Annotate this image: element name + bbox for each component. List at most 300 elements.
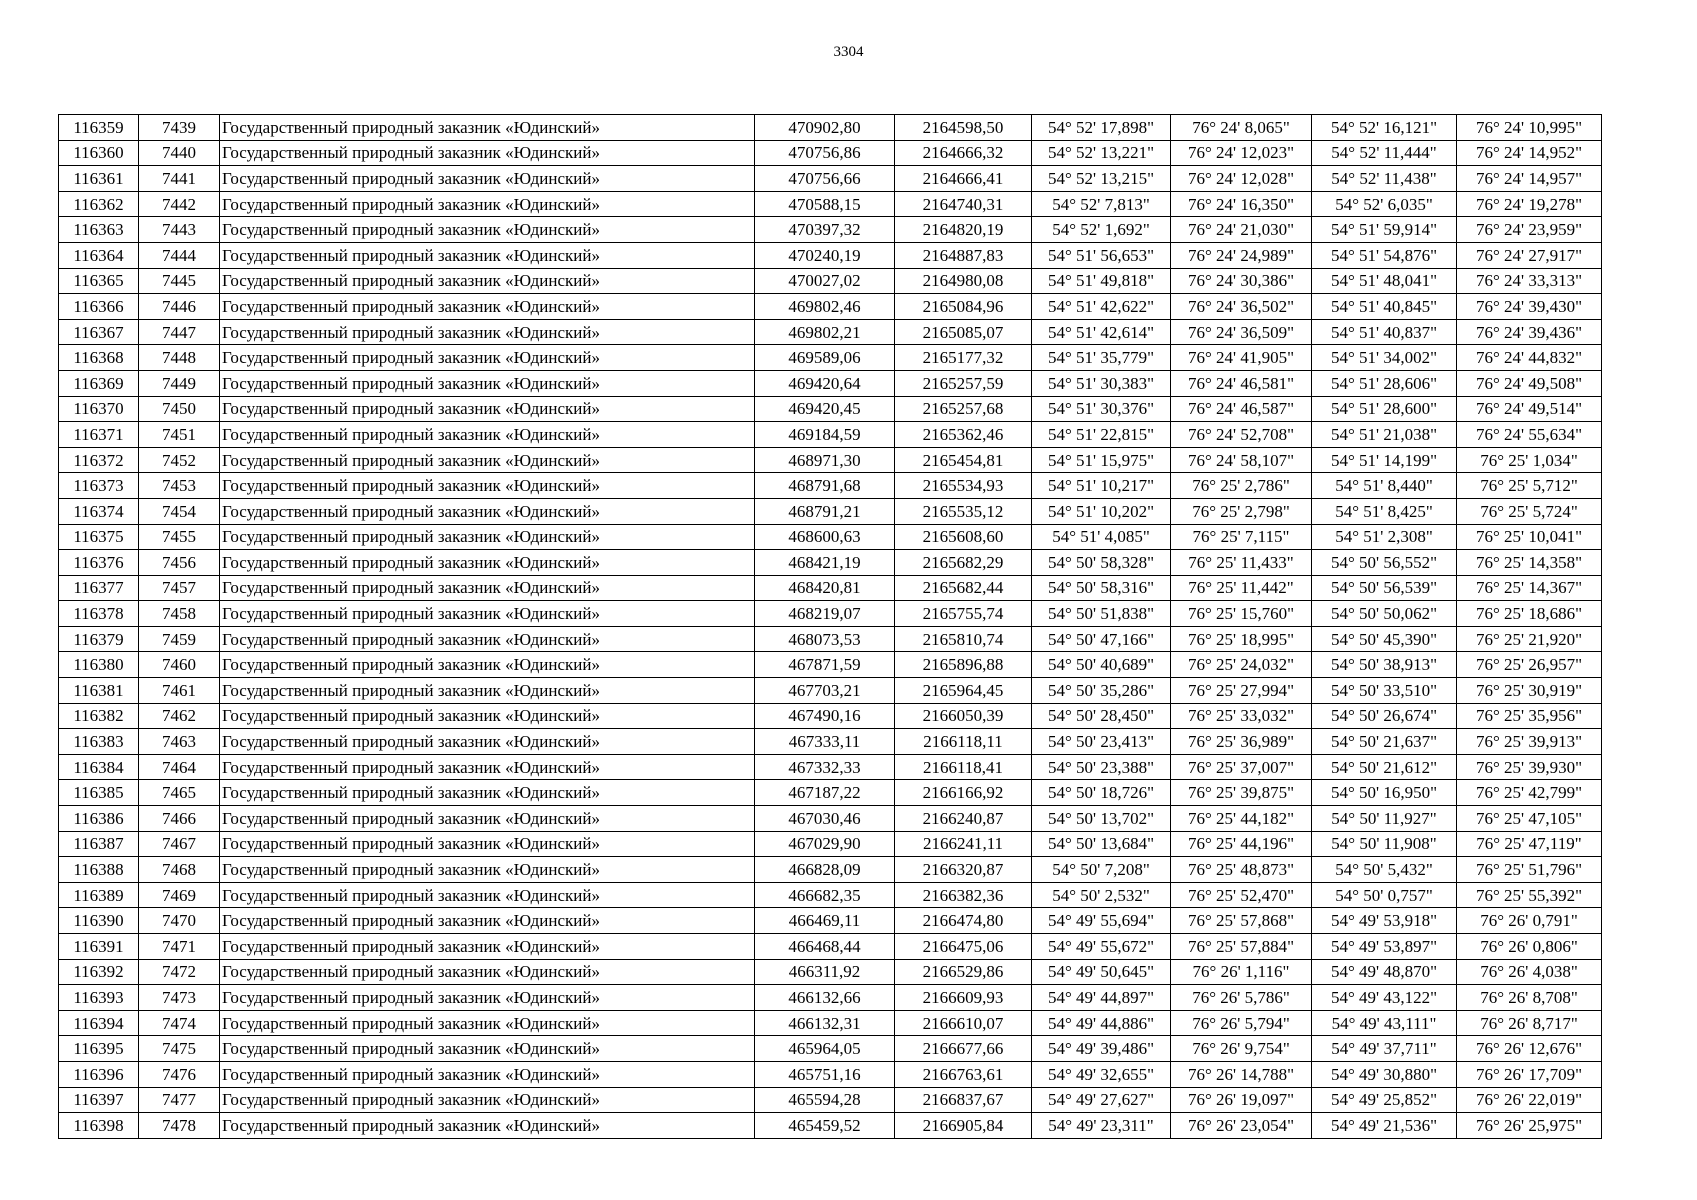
- latitude-2-cell: 54° 49' 30,880": [1312, 1061, 1457, 1087]
- y-coordinate-cell: 2166677,66: [895, 1036, 1032, 1062]
- x-coordinate-cell: 468420,81: [755, 575, 895, 601]
- y-coordinate-cell: 2164980,08: [895, 268, 1032, 294]
- longitude-1-cell: 76° 26' 5,794": [1171, 1010, 1312, 1036]
- record-id-cell: 116383: [59, 729, 139, 755]
- y-coordinate-cell: 2166837,67: [895, 1087, 1032, 1113]
- y-coordinate-cell: 2165608,60: [895, 524, 1032, 550]
- record-id-cell: 116359: [59, 115, 139, 141]
- longitude-2-cell: 76° 26' 8,717": [1457, 1010, 1602, 1036]
- point-number-cell: 7441: [139, 166, 220, 192]
- x-coordinate-cell: 470240,19: [755, 242, 895, 268]
- latitude-2-cell: 54° 51' 54,876": [1312, 242, 1457, 268]
- object-name-cell: Государственный природный заказник «Юдинский»: [220, 294, 755, 320]
- latitude-1-cell: 54° 52' 13,221": [1032, 140, 1171, 166]
- latitude-2-cell: 54° 49' 43,122": [1312, 985, 1457, 1011]
- x-coordinate-cell: 467871,59: [755, 652, 895, 678]
- longitude-2-cell: 76° 24' 55,634": [1457, 422, 1602, 448]
- latitude-2-cell: 54° 49' 37,711": [1312, 1036, 1457, 1062]
- point-number-cell: 7466: [139, 806, 220, 832]
- y-coordinate-cell: 2165810,74: [895, 626, 1032, 652]
- record-id-cell: 116363: [59, 217, 139, 243]
- y-coordinate-cell: 2164740,31: [895, 191, 1032, 217]
- object-name-cell: Государственный природный заказник «Юдинский»: [220, 857, 755, 883]
- record-id-cell: 116360: [59, 140, 139, 166]
- longitude-1-cell: 76° 24' 12,028": [1171, 166, 1312, 192]
- latitude-1-cell: 54° 49' 50,645": [1032, 959, 1171, 985]
- point-number-cell: 7476: [139, 1061, 220, 1087]
- longitude-1-cell: 76° 26' 5,786": [1171, 985, 1312, 1011]
- object-name-cell: Государственный природный заказник «Юдинский»: [220, 652, 755, 678]
- longitude-1-cell: 76° 24' 58,107": [1171, 447, 1312, 473]
- point-number-cell: 7450: [139, 396, 220, 422]
- latitude-1-cell: 54° 50' 51,838": [1032, 601, 1171, 627]
- record-id-cell: 116377: [59, 575, 139, 601]
- x-coordinate-cell: 469420,45: [755, 396, 895, 422]
- longitude-2-cell: 76° 25' 39,930": [1457, 754, 1602, 780]
- latitude-1-cell: 54° 50' 58,316": [1032, 575, 1171, 601]
- latitude-1-cell: 54° 49' 55,694": [1032, 908, 1171, 934]
- table-row: [59, 191, 1602, 217]
- coordinates-table: [58, 114, 1602, 1139]
- table-row: [59, 242, 1602, 268]
- y-coordinate-cell: 2165362,46: [895, 422, 1032, 448]
- record-id-cell: 116361: [59, 166, 139, 192]
- record-id-cell: 116396: [59, 1061, 139, 1087]
- y-coordinate-cell: 2166118,11: [895, 729, 1032, 755]
- x-coordinate-cell: 465459,52: [755, 1113, 895, 1139]
- longitude-2-cell: 76° 25' 14,367": [1457, 575, 1602, 601]
- table-row: [59, 268, 1602, 294]
- table-body: [59, 115, 1602, 1139]
- table-row: [59, 703, 1602, 729]
- record-id-cell: 116378: [59, 601, 139, 627]
- longitude-2-cell: 76° 24' 39,430": [1457, 294, 1602, 320]
- object-name-cell: Государственный природный заказник «Юдинский»: [220, 1061, 755, 1087]
- point-number-cell: 7478: [139, 1113, 220, 1139]
- table-row: [59, 806, 1602, 832]
- object-name-cell: Государственный природный заказник «Юдинский»: [220, 242, 755, 268]
- table-row: [59, 115, 1602, 141]
- longitude-1-cell: 76° 24' 41,905": [1171, 345, 1312, 371]
- latitude-1-cell: 54° 50' 13,702": [1032, 806, 1171, 832]
- x-coordinate-cell: 469802,46: [755, 294, 895, 320]
- longitude-1-cell: 76° 25' 57,868": [1171, 908, 1312, 934]
- longitude-1-cell: 76° 26' 14,788": [1171, 1061, 1312, 1087]
- x-coordinate-cell: 468073,53: [755, 626, 895, 652]
- record-id-cell: 116366: [59, 294, 139, 320]
- point-number-cell: 7471: [139, 934, 220, 960]
- latitude-2-cell: 54° 49' 53,897": [1312, 934, 1457, 960]
- record-id-cell: 116384: [59, 754, 139, 780]
- table-row: [59, 1113, 1602, 1139]
- point-number-cell: 7465: [139, 780, 220, 806]
- longitude-2-cell: 76° 24' 44,832": [1457, 345, 1602, 371]
- latitude-1-cell: 54° 51' 4,085": [1032, 524, 1171, 550]
- point-number-cell: 7468: [139, 857, 220, 883]
- latitude-2-cell: 54° 51' 40,845": [1312, 294, 1457, 320]
- latitude-2-cell: 54° 49' 21,536": [1312, 1113, 1457, 1139]
- object-name-cell: Государственный природный заказник «Юдинский»: [220, 678, 755, 704]
- x-coordinate-cell: 467029,90: [755, 831, 895, 857]
- object-name-cell: Государственный природный заказник «Юдинский»: [220, 575, 755, 601]
- y-coordinate-cell: 2166240,87: [895, 806, 1032, 832]
- latitude-1-cell: 54° 51' 22,815": [1032, 422, 1171, 448]
- x-coordinate-cell: 470588,15: [755, 191, 895, 217]
- point-number-cell: 7472: [139, 959, 220, 985]
- table-row: [59, 626, 1602, 652]
- longitude-1-cell: 76° 25' 48,873": [1171, 857, 1312, 883]
- longitude-2-cell: 76° 26' 0,806": [1457, 934, 1602, 960]
- latitude-1-cell: 54° 49' 32,655": [1032, 1061, 1171, 1087]
- longitude-2-cell: 76° 24' 19,278": [1457, 191, 1602, 217]
- longitude-1-cell: 76° 24' 8,065": [1171, 115, 1312, 141]
- latitude-1-cell: 54° 50' 23,413": [1032, 729, 1171, 755]
- y-coordinate-cell: 2165682,29: [895, 550, 1032, 576]
- record-id-cell: 116392: [59, 959, 139, 985]
- object-name-cell: Государственный природный заказник «Юдинский»: [220, 396, 755, 422]
- x-coordinate-cell: 468791,21: [755, 498, 895, 524]
- object-name-cell: Государственный природный заказник «Юдинский»: [220, 934, 755, 960]
- y-coordinate-cell: 2165896,88: [895, 652, 1032, 678]
- latitude-1-cell: 54° 49' 39,486": [1032, 1036, 1171, 1062]
- longitude-2-cell: 76° 24' 49,514": [1457, 396, 1602, 422]
- object-name-cell: Государственный природный заказник «Юдинский»: [220, 703, 755, 729]
- y-coordinate-cell: 2165755,74: [895, 601, 1032, 627]
- longitude-2-cell: 76° 25' 39,913": [1457, 729, 1602, 755]
- record-id-cell: 116362: [59, 191, 139, 217]
- latitude-1-cell: 54° 51' 30,383": [1032, 370, 1171, 396]
- x-coordinate-cell: 468421,19: [755, 550, 895, 576]
- latitude-2-cell: 54° 50' 0,757": [1312, 882, 1457, 908]
- x-coordinate-cell: 467332,33: [755, 754, 895, 780]
- table-row: [59, 1010, 1602, 1036]
- point-number-cell: 7463: [139, 729, 220, 755]
- x-coordinate-cell: 466682,35: [755, 882, 895, 908]
- longitude-2-cell: 76° 25' 21,920": [1457, 626, 1602, 652]
- latitude-1-cell: 54° 52' 17,898": [1032, 115, 1171, 141]
- record-id-cell: 116380: [59, 652, 139, 678]
- object-name-cell: Государственный природный заказник «Юдинский»: [220, 1087, 755, 1113]
- longitude-2-cell: 76° 25' 10,041": [1457, 524, 1602, 550]
- latitude-2-cell: 54° 50' 21,637": [1312, 729, 1457, 755]
- table-row: [59, 754, 1602, 780]
- latitude-1-cell: 54° 51' 15,975": [1032, 447, 1171, 473]
- longitude-2-cell: 76° 26' 4,038": [1457, 959, 1602, 985]
- longitude-2-cell: 76° 25' 55,392": [1457, 882, 1602, 908]
- longitude-1-cell: 76° 24' 52,708": [1171, 422, 1312, 448]
- record-id-cell: 116364: [59, 242, 139, 268]
- longitude-1-cell: 76° 25' 15,760": [1171, 601, 1312, 627]
- object-name-cell: Государственный природный заказник «Юдинский»: [220, 268, 755, 294]
- latitude-2-cell: 54° 49' 43,111": [1312, 1010, 1457, 1036]
- latitude-2-cell: 54° 50' 5,432": [1312, 857, 1457, 883]
- y-coordinate-cell: 2166474,80: [895, 908, 1032, 934]
- y-coordinate-cell: 2164666,41: [895, 166, 1032, 192]
- y-coordinate-cell: 2165682,44: [895, 575, 1032, 601]
- object-name-cell: Государственный природный заказник «Юдинский»: [220, 626, 755, 652]
- longitude-2-cell: 76° 25' 26,957": [1457, 652, 1602, 678]
- object-name-cell: Государственный природный заказник «Юдинский»: [220, 1113, 755, 1139]
- point-number-cell: 7455: [139, 524, 220, 550]
- point-number-cell: 7470: [139, 908, 220, 934]
- latitude-1-cell: 54° 49' 27,627": [1032, 1087, 1171, 1113]
- longitude-1-cell: 76° 25' 44,182": [1171, 806, 1312, 832]
- x-coordinate-cell: 466311,92: [755, 959, 895, 985]
- y-coordinate-cell: 2166118,41: [895, 754, 1032, 780]
- record-id-cell: 116369: [59, 370, 139, 396]
- point-number-cell: 7469: [139, 882, 220, 908]
- latitude-2-cell: 54° 51' 2,308": [1312, 524, 1457, 550]
- record-id-cell: 116370: [59, 396, 139, 422]
- point-number-cell: 7477: [139, 1087, 220, 1113]
- table-row: [59, 882, 1602, 908]
- latitude-1-cell: 54° 49' 23,311": [1032, 1113, 1171, 1139]
- longitude-1-cell: 76° 26' 19,097": [1171, 1087, 1312, 1113]
- x-coordinate-cell: 466468,44: [755, 934, 895, 960]
- longitude-1-cell: 76° 24' 24,989": [1171, 242, 1312, 268]
- latitude-2-cell: 54° 51' 59,914": [1312, 217, 1457, 243]
- table-row: [59, 140, 1602, 166]
- latitude-1-cell: 54° 52' 1,692": [1032, 217, 1171, 243]
- record-id-cell: 116387: [59, 831, 139, 857]
- record-id-cell: 116371: [59, 422, 139, 448]
- record-id-cell: 116391: [59, 934, 139, 960]
- object-name-cell: Государственный природный заказник «Юдинский»: [220, 447, 755, 473]
- latitude-2-cell: 54° 51' 34,002": [1312, 345, 1457, 371]
- longitude-2-cell: 76° 26' 8,708": [1457, 985, 1602, 1011]
- x-coordinate-cell: 470756,66: [755, 166, 895, 192]
- object-name-cell: Государственный природный заказник «Юдинский»: [220, 882, 755, 908]
- object-name-cell: Государственный природный заказник «Юдинский»: [220, 831, 755, 857]
- latitude-2-cell: 54° 51' 28,606": [1312, 370, 1457, 396]
- latitude-1-cell: 54° 50' 28,450": [1032, 703, 1171, 729]
- x-coordinate-cell: 466828,09: [755, 857, 895, 883]
- longitude-1-cell: 76° 25' 36,989": [1171, 729, 1312, 755]
- longitude-2-cell: 76° 25' 35,956": [1457, 703, 1602, 729]
- y-coordinate-cell: 2165964,45: [895, 678, 1032, 704]
- latitude-1-cell: 54° 52' 13,215": [1032, 166, 1171, 192]
- table-row: [59, 831, 1602, 857]
- record-id-cell: 116398: [59, 1113, 139, 1139]
- longitude-1-cell: 76° 25' 52,470": [1171, 882, 1312, 908]
- y-coordinate-cell: 2165535,12: [895, 498, 1032, 524]
- y-coordinate-cell: 2166763,61: [895, 1061, 1032, 1087]
- point-number-cell: 7459: [139, 626, 220, 652]
- x-coordinate-cell: 468600,63: [755, 524, 895, 550]
- longitude-2-cell: 76° 26' 22,019": [1457, 1087, 1602, 1113]
- latitude-1-cell: 54° 51' 30,376": [1032, 396, 1171, 422]
- record-id-cell: 116381: [59, 678, 139, 704]
- y-coordinate-cell: 2166609,93: [895, 985, 1032, 1011]
- object-name-cell: Государственный природный заказник «Юдинский»: [220, 166, 755, 192]
- longitude-1-cell: 76° 25' 11,433": [1171, 550, 1312, 576]
- table-row: [59, 1061, 1602, 1087]
- longitude-2-cell: 76° 24' 49,508": [1457, 370, 1602, 396]
- y-coordinate-cell: 2166529,86: [895, 959, 1032, 985]
- latitude-1-cell: 54° 49' 44,886": [1032, 1010, 1171, 1036]
- latitude-1-cell: 54° 50' 23,388": [1032, 754, 1171, 780]
- object-name-cell: Государственный природный заказник «Юдинский»: [220, 524, 755, 550]
- point-number-cell: 7439: [139, 115, 220, 141]
- longitude-2-cell: 76° 26' 17,709": [1457, 1061, 1602, 1087]
- y-coordinate-cell: 2164887,83: [895, 242, 1032, 268]
- x-coordinate-cell: 469589,06: [755, 345, 895, 371]
- y-coordinate-cell: 2165454,81: [895, 447, 1032, 473]
- longitude-2-cell: 76° 25' 1,034": [1457, 447, 1602, 473]
- x-coordinate-cell: 470027,02: [755, 268, 895, 294]
- point-number-cell: 7443: [139, 217, 220, 243]
- object-name-cell: Государственный природный заказник «Юдинский»: [220, 754, 755, 780]
- longitude-1-cell: 76° 25' 2,786": [1171, 473, 1312, 499]
- longitude-2-cell: 76° 24' 39,436": [1457, 319, 1602, 345]
- point-number-cell: 7467: [139, 831, 220, 857]
- y-coordinate-cell: 2164666,32: [895, 140, 1032, 166]
- x-coordinate-cell: 467703,21: [755, 678, 895, 704]
- table-row: [59, 422, 1602, 448]
- longitude-2-cell: 76° 26' 0,791": [1457, 908, 1602, 934]
- table-row: [59, 498, 1602, 524]
- point-number-cell: 7464: [139, 754, 220, 780]
- latitude-2-cell: 54° 50' 21,612": [1312, 754, 1457, 780]
- page-number: 3304: [833, 44, 864, 60]
- object-name-cell: Государственный природный заказник «Юдинский»: [220, 780, 755, 806]
- record-id-cell: 116388: [59, 857, 139, 883]
- table-row: [59, 908, 1602, 934]
- object-name-cell: Государственный природный заказник «Юдинский»: [220, 422, 755, 448]
- point-number-cell: 7458: [139, 601, 220, 627]
- table-row: [59, 678, 1602, 704]
- record-id-cell: 116385: [59, 780, 139, 806]
- latitude-1-cell: 54° 51' 35,779": [1032, 345, 1171, 371]
- y-coordinate-cell: 2164820,19: [895, 217, 1032, 243]
- table-row: [59, 345, 1602, 371]
- x-coordinate-cell: 470756,86: [755, 140, 895, 166]
- x-coordinate-cell: 469420,64: [755, 370, 895, 396]
- longitude-1-cell: 76° 25' 18,995": [1171, 626, 1312, 652]
- object-name-cell: Государственный природный заказник «Юдинский»: [220, 985, 755, 1011]
- x-coordinate-cell: 466469,11: [755, 908, 895, 934]
- longitude-1-cell: 76° 26' 23,054": [1171, 1113, 1312, 1139]
- longitude-1-cell: 76° 24' 21,030": [1171, 217, 1312, 243]
- latitude-1-cell: 54° 50' 13,684": [1032, 831, 1171, 857]
- record-id-cell: 116397: [59, 1087, 139, 1113]
- longitude-1-cell: 76° 25' 33,032": [1171, 703, 1312, 729]
- record-id-cell: 116395: [59, 1036, 139, 1062]
- table-row: [59, 370, 1602, 396]
- longitude-2-cell: 76° 25' 5,724": [1457, 498, 1602, 524]
- object-name-cell: Государственный природный заказник «Юдинский»: [220, 1036, 755, 1062]
- point-number-cell: 7474: [139, 1010, 220, 1036]
- y-coordinate-cell: 2165534,93: [895, 473, 1032, 499]
- x-coordinate-cell: 465964,05: [755, 1036, 895, 1062]
- object-name-cell: Государственный природный заказник «Юдинский»: [220, 140, 755, 166]
- record-id-cell: 116382: [59, 703, 139, 729]
- object-name-cell: Государственный природный заказник «Юдинский»: [220, 1010, 755, 1036]
- latitude-2-cell: 54° 50' 26,674": [1312, 703, 1457, 729]
- point-number-cell: 7445: [139, 268, 220, 294]
- x-coordinate-cell: 465594,28: [755, 1087, 895, 1113]
- record-id-cell: 116368: [59, 345, 139, 371]
- longitude-2-cell: 76° 26' 12,676": [1457, 1036, 1602, 1062]
- object-name-cell: Государственный природный заказник «Юдинский»: [220, 806, 755, 832]
- table-row: [59, 575, 1602, 601]
- object-name-cell: Государственный природный заказник «Юдинский»: [220, 191, 755, 217]
- latitude-2-cell: 54° 50' 33,510": [1312, 678, 1457, 704]
- table-row: [59, 652, 1602, 678]
- x-coordinate-cell: 465751,16: [755, 1061, 895, 1087]
- x-coordinate-cell: 467333,11: [755, 729, 895, 755]
- table-row: [59, 294, 1602, 320]
- object-name-cell: Государственный природный заказник «Юдинский»: [220, 217, 755, 243]
- record-id-cell: 116376: [59, 550, 139, 576]
- longitude-1-cell: 76° 24' 46,587": [1171, 396, 1312, 422]
- latitude-1-cell: 54° 51' 42,622": [1032, 294, 1171, 320]
- record-id-cell: 116390: [59, 908, 139, 934]
- longitude-1-cell: 76° 25' 37,007": [1171, 754, 1312, 780]
- longitude-1-cell: 76° 25' 2,798": [1171, 498, 1312, 524]
- latitude-1-cell: 54° 50' 35,286": [1032, 678, 1171, 704]
- table-row: [59, 780, 1602, 806]
- x-coordinate-cell: 468971,30: [755, 447, 895, 473]
- longitude-2-cell: 76° 24' 27,917": [1457, 242, 1602, 268]
- latitude-2-cell: 54° 49' 25,852": [1312, 1087, 1457, 1113]
- x-coordinate-cell: 467187,22: [755, 780, 895, 806]
- y-coordinate-cell: 2166610,07: [895, 1010, 1032, 1036]
- table-row: [59, 524, 1602, 550]
- record-id-cell: 116375: [59, 524, 139, 550]
- object-name-cell: Государственный природный заказник «Юдинский»: [220, 908, 755, 934]
- x-coordinate-cell: 469802,21: [755, 319, 895, 345]
- object-name-cell: Государственный природный заказник «Юдинский»: [220, 498, 755, 524]
- y-coordinate-cell: 2165257,59: [895, 370, 1032, 396]
- x-coordinate-cell: 467030,46: [755, 806, 895, 832]
- latitude-1-cell: 54° 50' 7,208": [1032, 857, 1171, 883]
- table-row: [59, 217, 1602, 243]
- y-coordinate-cell: 2166050,39: [895, 703, 1032, 729]
- latitude-2-cell: 54° 50' 45,390": [1312, 626, 1457, 652]
- point-number-cell: 7440: [139, 140, 220, 166]
- point-number-cell: 7452: [139, 447, 220, 473]
- latitude-2-cell: 54° 49' 48,870": [1312, 959, 1457, 985]
- latitude-1-cell: 54° 49' 44,897": [1032, 985, 1171, 1011]
- record-id-cell: 116394: [59, 1010, 139, 1036]
- longitude-2-cell: 76° 24' 23,959": [1457, 217, 1602, 243]
- record-id-cell: 116386: [59, 806, 139, 832]
- object-name-cell: Государственный природный заказник «Юдинский»: [220, 729, 755, 755]
- longitude-1-cell: 76° 24' 36,502": [1171, 294, 1312, 320]
- table-row: [59, 166, 1602, 192]
- longitude-1-cell: 76° 26' 9,754": [1171, 1036, 1312, 1062]
- table-row: [59, 934, 1602, 960]
- longitude-1-cell: 76° 24' 12,023": [1171, 140, 1312, 166]
- point-number-cell: 7442: [139, 191, 220, 217]
- x-coordinate-cell: 466132,31: [755, 1010, 895, 1036]
- object-name-cell: Государственный природный заказник «Юдинский»: [220, 550, 755, 576]
- latitude-1-cell: 54° 49' 55,672": [1032, 934, 1171, 960]
- latitude-1-cell: 54° 50' 2,532": [1032, 882, 1171, 908]
- longitude-1-cell: 76° 24' 16,350": [1171, 191, 1312, 217]
- longitude-1-cell: 76° 25' 44,196": [1171, 831, 1312, 857]
- y-coordinate-cell: 2166905,84: [895, 1113, 1032, 1139]
- latitude-1-cell: 54° 52' 7,813": [1032, 191, 1171, 217]
- point-number-cell: 7461: [139, 678, 220, 704]
- table-row: [59, 985, 1602, 1011]
- point-number-cell: 7457: [139, 575, 220, 601]
- y-coordinate-cell: 2165085,07: [895, 319, 1032, 345]
- latitude-2-cell: 54° 50' 50,062": [1312, 601, 1457, 627]
- latitude-1-cell: 54° 50' 47,166": [1032, 626, 1171, 652]
- x-coordinate-cell: 466132,66: [755, 985, 895, 1011]
